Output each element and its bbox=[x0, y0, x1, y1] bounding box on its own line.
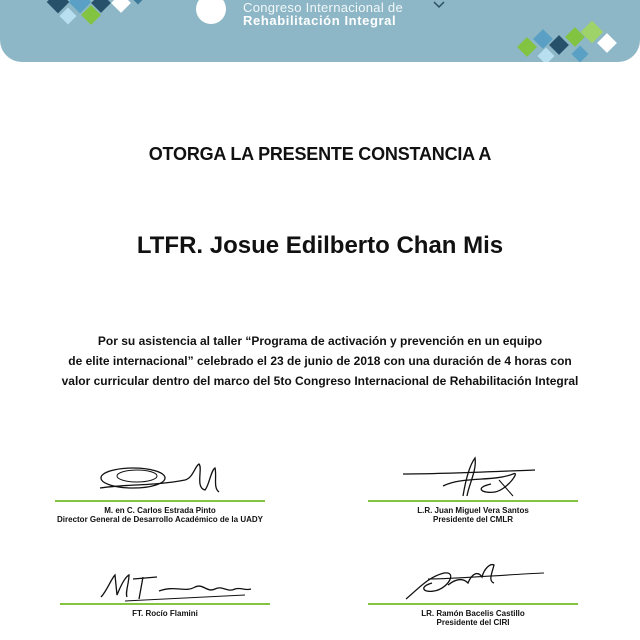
signatory-role-4: Presidente del CIRI bbox=[436, 618, 510, 627]
signature-line-4 bbox=[368, 603, 578, 605]
signatory-role-1: Director General de Desarrollo Académico de la UADY bbox=[57, 515, 263, 524]
header-banner bbox=[0, 0, 640, 62]
description-line-1: Por su asistencia al taller “Programa de activación y prevención en un equipo bbox=[97, 334, 543, 348]
recipient-name: LTFR. Josue Edilberto Chan Mis bbox=[136, 232, 504, 259]
signature-block-3 bbox=[60, 603, 270, 618]
signatory-name-2: L.R. Juan Miguel Vera Santos bbox=[417, 506, 529, 515]
signature-block-1 bbox=[55, 500, 265, 524]
header-title-line2: Rehabilitación Integral bbox=[243, 13, 397, 28]
description-line-3: valor curricular dentro del marco del 5to Congreso Internacional de Rehabilitación Integral bbox=[61, 374, 579, 388]
certificate-description bbox=[30, 331, 610, 391]
signatory-name-1: M. en C. Carlos Estrada Pinto bbox=[104, 506, 216, 515]
signature-block-2 bbox=[368, 500, 578, 524]
signatory-role-2: Presidente del CMLR bbox=[432, 515, 513, 524]
diamond-pattern-right bbox=[512, 18, 632, 62]
handwritten-signature-1 bbox=[95, 458, 225, 502]
diamond-pattern-left bbox=[40, 0, 150, 32]
header-ornament-icon bbox=[432, 0, 446, 10]
logo-circle bbox=[196, 0, 226, 24]
description-line-2: de elite internacional” celebrado el 23 de junio de 2018 con una duración de 4 horas con bbox=[68, 354, 572, 368]
signatory-name-4: LR. Ramón Bacelis Castillo bbox=[421, 609, 525, 618]
handwritten-signature-3 bbox=[95, 569, 255, 605]
signature-block-4 bbox=[368, 603, 578, 627]
handwritten-signature-2 bbox=[403, 456, 543, 502]
award-heading: OTORGA LA PRESENTE CONSTANCIA A bbox=[148, 144, 492, 164]
handwritten-signature-4 bbox=[398, 559, 548, 603]
header-title-line1: Congreso Internacional de bbox=[243, 0, 403, 15]
signatory-name-3: FT. Rocío Flamini bbox=[132, 609, 198, 618]
